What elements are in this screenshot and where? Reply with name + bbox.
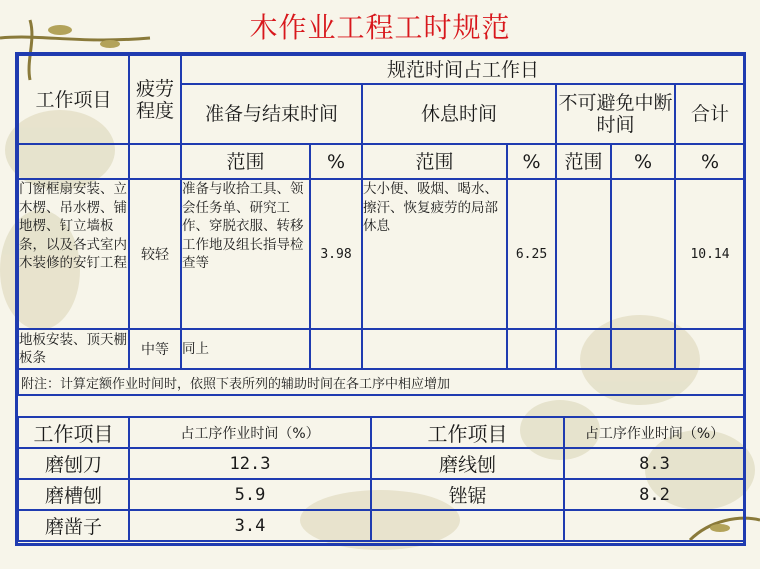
header-norm-time: 规范时间占工作日 — [181, 55, 745, 84]
auxiliary-time-table — [17, 416, 746, 542]
header-rest-time: 休息时间 — [362, 84, 556, 144]
row2-total — [675, 329, 745, 369]
row1-prep-pct: 3.98 — [310, 179, 362, 329]
row2-prep-range: 同上 — [181, 329, 310, 369]
row1-int-range — [556, 179, 611, 329]
t2-header-item-left: 工作项目 — [18, 417, 129, 448]
header-prep-time: 准备与结束时间 — [181, 84, 362, 144]
row1-rest-range: 大小便、吸烟、喝水、擦汗、恢复疲劳的局部休息 — [362, 179, 507, 329]
table-row — [18, 448, 745, 479]
t2-header-time-right: 占工序作业时间（%） — [564, 417, 745, 448]
subheader-rest-pct: % — [507, 144, 556, 179]
t2-value: 12.3 — [129, 448, 371, 479]
header-interrupt-time: 不可避免中断时间 — [556, 84, 675, 144]
t2-item: 磨槽刨 — [18, 479, 129, 510]
row2-int-pct — [611, 329, 675, 369]
t2-item: 磨凿子 — [18, 510, 129, 541]
row2-rest-range — [362, 329, 507, 369]
header-fatigue: 疲劳程度 — [129, 55, 181, 144]
subheader-int-range: 范围 — [556, 144, 611, 179]
row1-total: 10.14 — [675, 179, 745, 329]
page-title: 木作业工程工时规范 — [249, 11, 511, 44]
table-row — [18, 179, 745, 329]
row1-item: 门窗框扇安装、立木楞、吊水楞、铺地楞、钉立墙板条，以及各式室内木装修的安钉工程 — [18, 179, 129, 329]
subheader-total-pct: % — [675, 144, 745, 179]
t2-item: 磨线刨 — [371, 448, 564, 479]
row2-prep-pct — [310, 329, 362, 369]
row2-int-range — [556, 329, 611, 369]
t2-header-item-right: 工作项目 — [371, 417, 564, 448]
row2-item: 地板安装、顶天棚板条 — [18, 329, 129, 369]
t2-item — [371, 510, 564, 541]
row1-int-pct — [611, 179, 675, 329]
time-norm-table — [17, 54, 746, 396]
header-total: 合计 — [675, 84, 745, 144]
t2-header-time-left: 占工序作业时间（%） — [129, 417, 371, 448]
subheader-prep-pct: % — [310, 144, 362, 179]
table-note: 附注：计算定额作业时间时，依照下表所列的辅助时间在各工序中相应增加 — [18, 369, 745, 395]
row1-fatigue: 较轻 — [129, 179, 181, 329]
subheader-rest-range: 范围 — [362, 144, 507, 179]
subheader-int-pct: % — [611, 144, 675, 179]
row2-fatigue: 中等 — [129, 329, 181, 369]
t2-item: 锉锯 — [371, 479, 564, 510]
row1-rest-pct: 6.25 — [507, 179, 556, 329]
t2-value: 5.9 — [129, 479, 371, 510]
table-row — [18, 329, 745, 369]
table-row — [18, 479, 745, 510]
header-work-item: 工作项目 — [18, 55, 129, 144]
t2-value: 8.2 — [564, 479, 745, 510]
row1-prep-range: 准备与收拾工具、领会任务单、研究工作、穿脱衣服、转移工作地及组长指导检查等 — [181, 179, 310, 329]
t2-value: 3.4 — [129, 510, 371, 541]
row2-rest-pct — [507, 329, 556, 369]
t2-value — [564, 510, 745, 541]
subheader-prep-range: 范围 — [181, 144, 310, 179]
t2-item: 磨刨刀 — [18, 448, 129, 479]
table-row — [18, 510, 745, 541]
t2-value: 8.3 — [564, 448, 745, 479]
